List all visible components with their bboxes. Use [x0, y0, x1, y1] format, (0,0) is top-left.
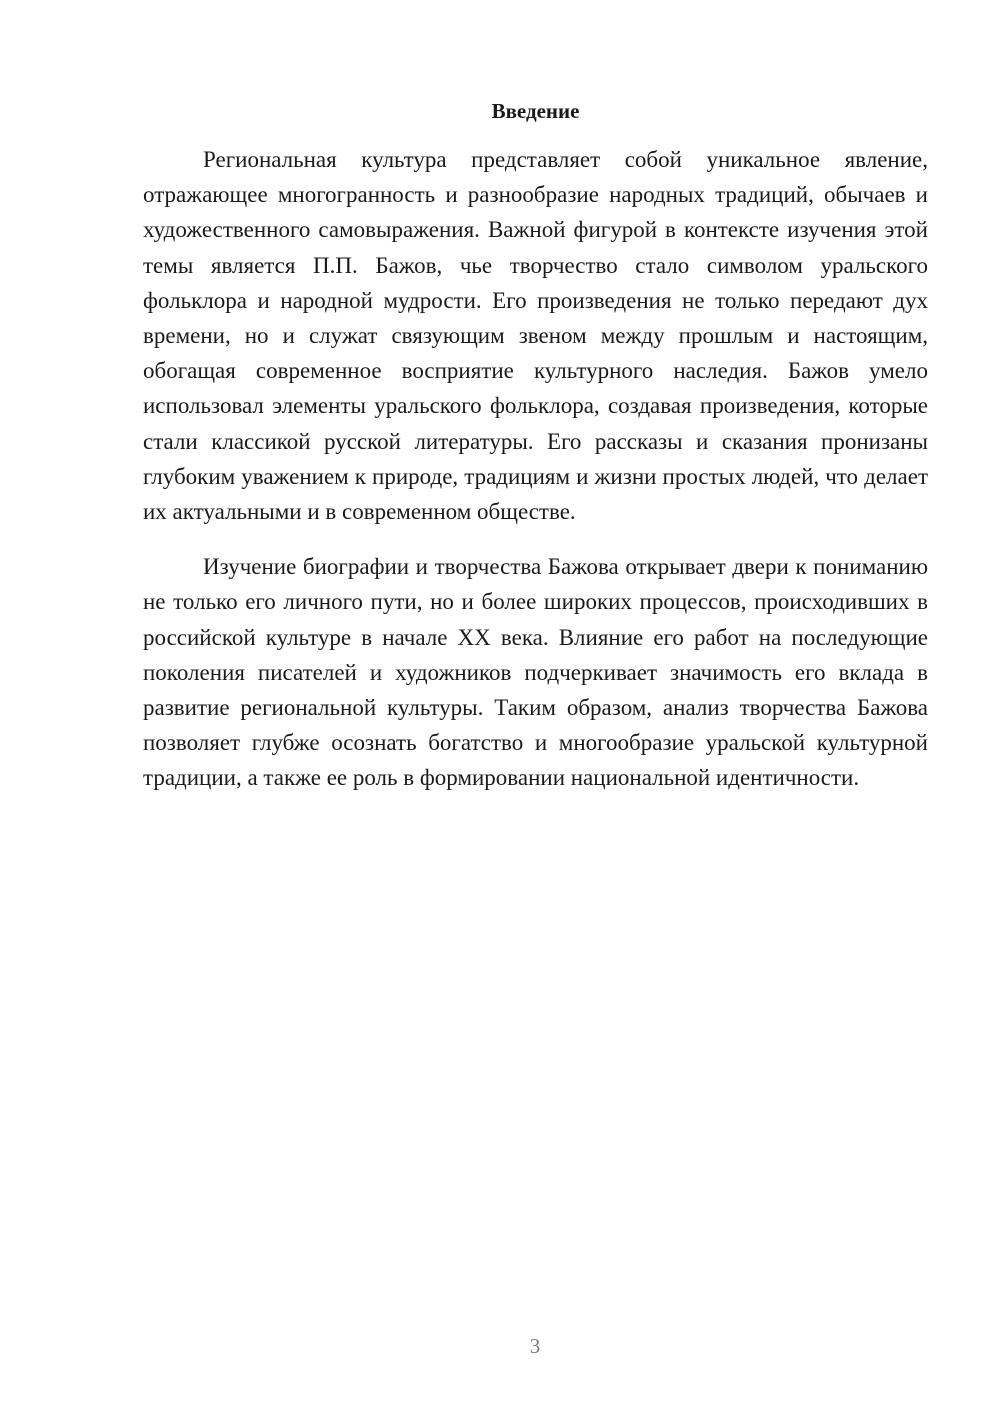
paragraph-1: Региональная культура представляет собой уникальное явление, отражающее многогранность и разнообразие народных традиций, обычаев и художественного самовыражения. Важной фигурой в контексте изучения этой темы является П.П. Бажов, чье творчество стало символом уральского фольклора и народной мудрости. Его произведения не только передают дух времени, но и служат связующим звеном между прошлым и настоящим, обогащая современное восприятие культурного наследия. Бажов умело использовал элементы уральского фольклора, создавая произведения, которые стали классикой русской литературы. Его рассказы и сказания пронизаны глубоким уважением к природе, традициям и жизни простых людей, что делает их актуальными и в современном обществе. [143, 147, 928, 525]
section-heading: Введение [491, 99, 580, 123]
body-text [143, 142, 928, 796]
paragraph-2: Изучение биографии и творчества Бажова открывает двери к пониманию не только его личного пути, но и более широких процессов, происходивших в российской культуре в начале XX века. Влияние его работ на последующие поколения писателей и художников подчеркивает значимость его вклада в развитие региональной культуры. Таким образом, анализ творчества Бажова позволяет глубже осознать богатство и многообразие уральской культурной традиции, а также ее роль в формировании национальной идентичности. [143, 554, 928, 791]
page-number: 3 [529, 1334, 541, 1358]
